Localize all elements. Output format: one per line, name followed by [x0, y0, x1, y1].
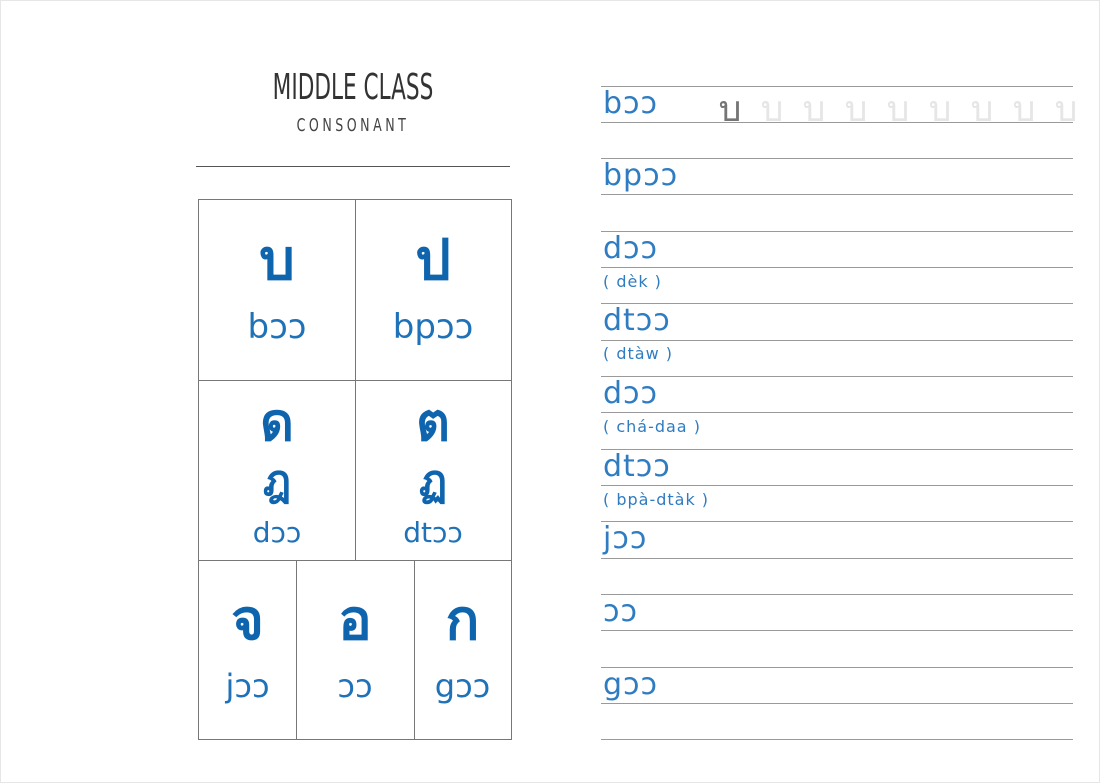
- thai-letter: ด: [260, 393, 294, 453]
- page-title: MIDDLE CLASS: [272, 67, 434, 108]
- romanization: bɔɔ: [247, 307, 307, 347]
- page-subtitle: CONSONANT: [296, 115, 410, 136]
- trace-letter: บ: [1054, 89, 1078, 130]
- practice-label: jɔɔ: [603, 521, 648, 556]
- thai-letter: ป: [415, 228, 451, 293]
- trace-letter: บ: [928, 89, 952, 130]
- guide-line: [601, 630, 1073, 631]
- thai-letter: อ: [338, 588, 372, 653]
- romanization: ɔɔ: [337, 667, 373, 705]
- guide-line: [601, 412, 1073, 413]
- guide-line: [601, 267, 1073, 268]
- title-divider: [196, 166, 510, 167]
- trace-letter: บ: [1012, 89, 1036, 130]
- romanization: gɔɔ: [434, 667, 491, 705]
- guide-line: [601, 521, 1073, 522]
- trace-letter: บ: [802, 89, 826, 130]
- romanization: dtɔɔ: [403, 516, 463, 549]
- practice-note: ( bpà-dtàk ): [603, 490, 710, 509]
- guide-line: [601, 340, 1073, 341]
- trace-letter: บ: [970, 89, 994, 130]
- consonant-cell-dtor: [355, 380, 511, 560]
- thai-letter: ต: [416, 393, 450, 453]
- guide-line: [601, 449, 1073, 450]
- trace-letter: บ: [718, 89, 742, 130]
- thai-letter: จ: [231, 588, 264, 653]
- romanization: bpɔɔ: [392, 307, 474, 347]
- trace-letter: บ: [844, 89, 868, 130]
- guide-line: [601, 739, 1073, 740]
- practice-label: gɔɔ: [603, 667, 659, 702]
- thai-letter: ก: [445, 588, 480, 653]
- practice-label: bɔɔ: [603, 86, 659, 121]
- guide-line: [601, 485, 1073, 486]
- romanization: jɔɔ: [225, 667, 270, 705]
- guide-line: [601, 558, 1073, 559]
- guide-line: [601, 703, 1073, 704]
- tracing-row: [709, 90, 1087, 130]
- practice-label: dɔɔ: [603, 376, 659, 411]
- consonant-cell-bpor: [355, 200, 511, 380]
- consonant-cell-dor: [199, 380, 355, 560]
- practice-label: bpɔɔ: [603, 158, 679, 193]
- practice-label: ɔɔ: [603, 594, 638, 629]
- practice-note: ( dtàw ): [603, 344, 673, 363]
- thai-letter-alt: ฏ: [418, 456, 448, 505]
- guide-line: [601, 303, 1073, 304]
- practice-note: ( dèk ): [603, 272, 662, 291]
- practice-label: dtɔɔ: [603, 449, 671, 484]
- practice-note: ( chá-daa ): [603, 417, 701, 436]
- guide-line: [601, 194, 1073, 195]
- consonant-cell-or: [296, 560, 414, 740]
- thai-letter: บ: [259, 228, 295, 293]
- practice-label: dɔɔ: [603, 231, 659, 266]
- consonant-grid: [198, 199, 512, 740]
- guide-line: [601, 86, 1073, 87]
- guide-line: [601, 667, 1073, 668]
- consonant-cell-jor: [199, 560, 296, 740]
- consonant-cell-gor: [414, 560, 511, 740]
- thai-letter-alt: ฎ: [262, 456, 292, 505]
- consonant-cell-bor: [199, 200, 355, 380]
- practice-area: [601, 0, 1078, 783]
- trace-letter: บ: [760, 89, 784, 130]
- guide-line: [601, 376, 1073, 377]
- practice-label: dtɔɔ: [603, 303, 671, 338]
- romanization: dɔɔ: [252, 516, 302, 549]
- trace-letter: บ: [886, 89, 910, 130]
- guide-line: [601, 594, 1073, 595]
- guide-line: [601, 231, 1073, 232]
